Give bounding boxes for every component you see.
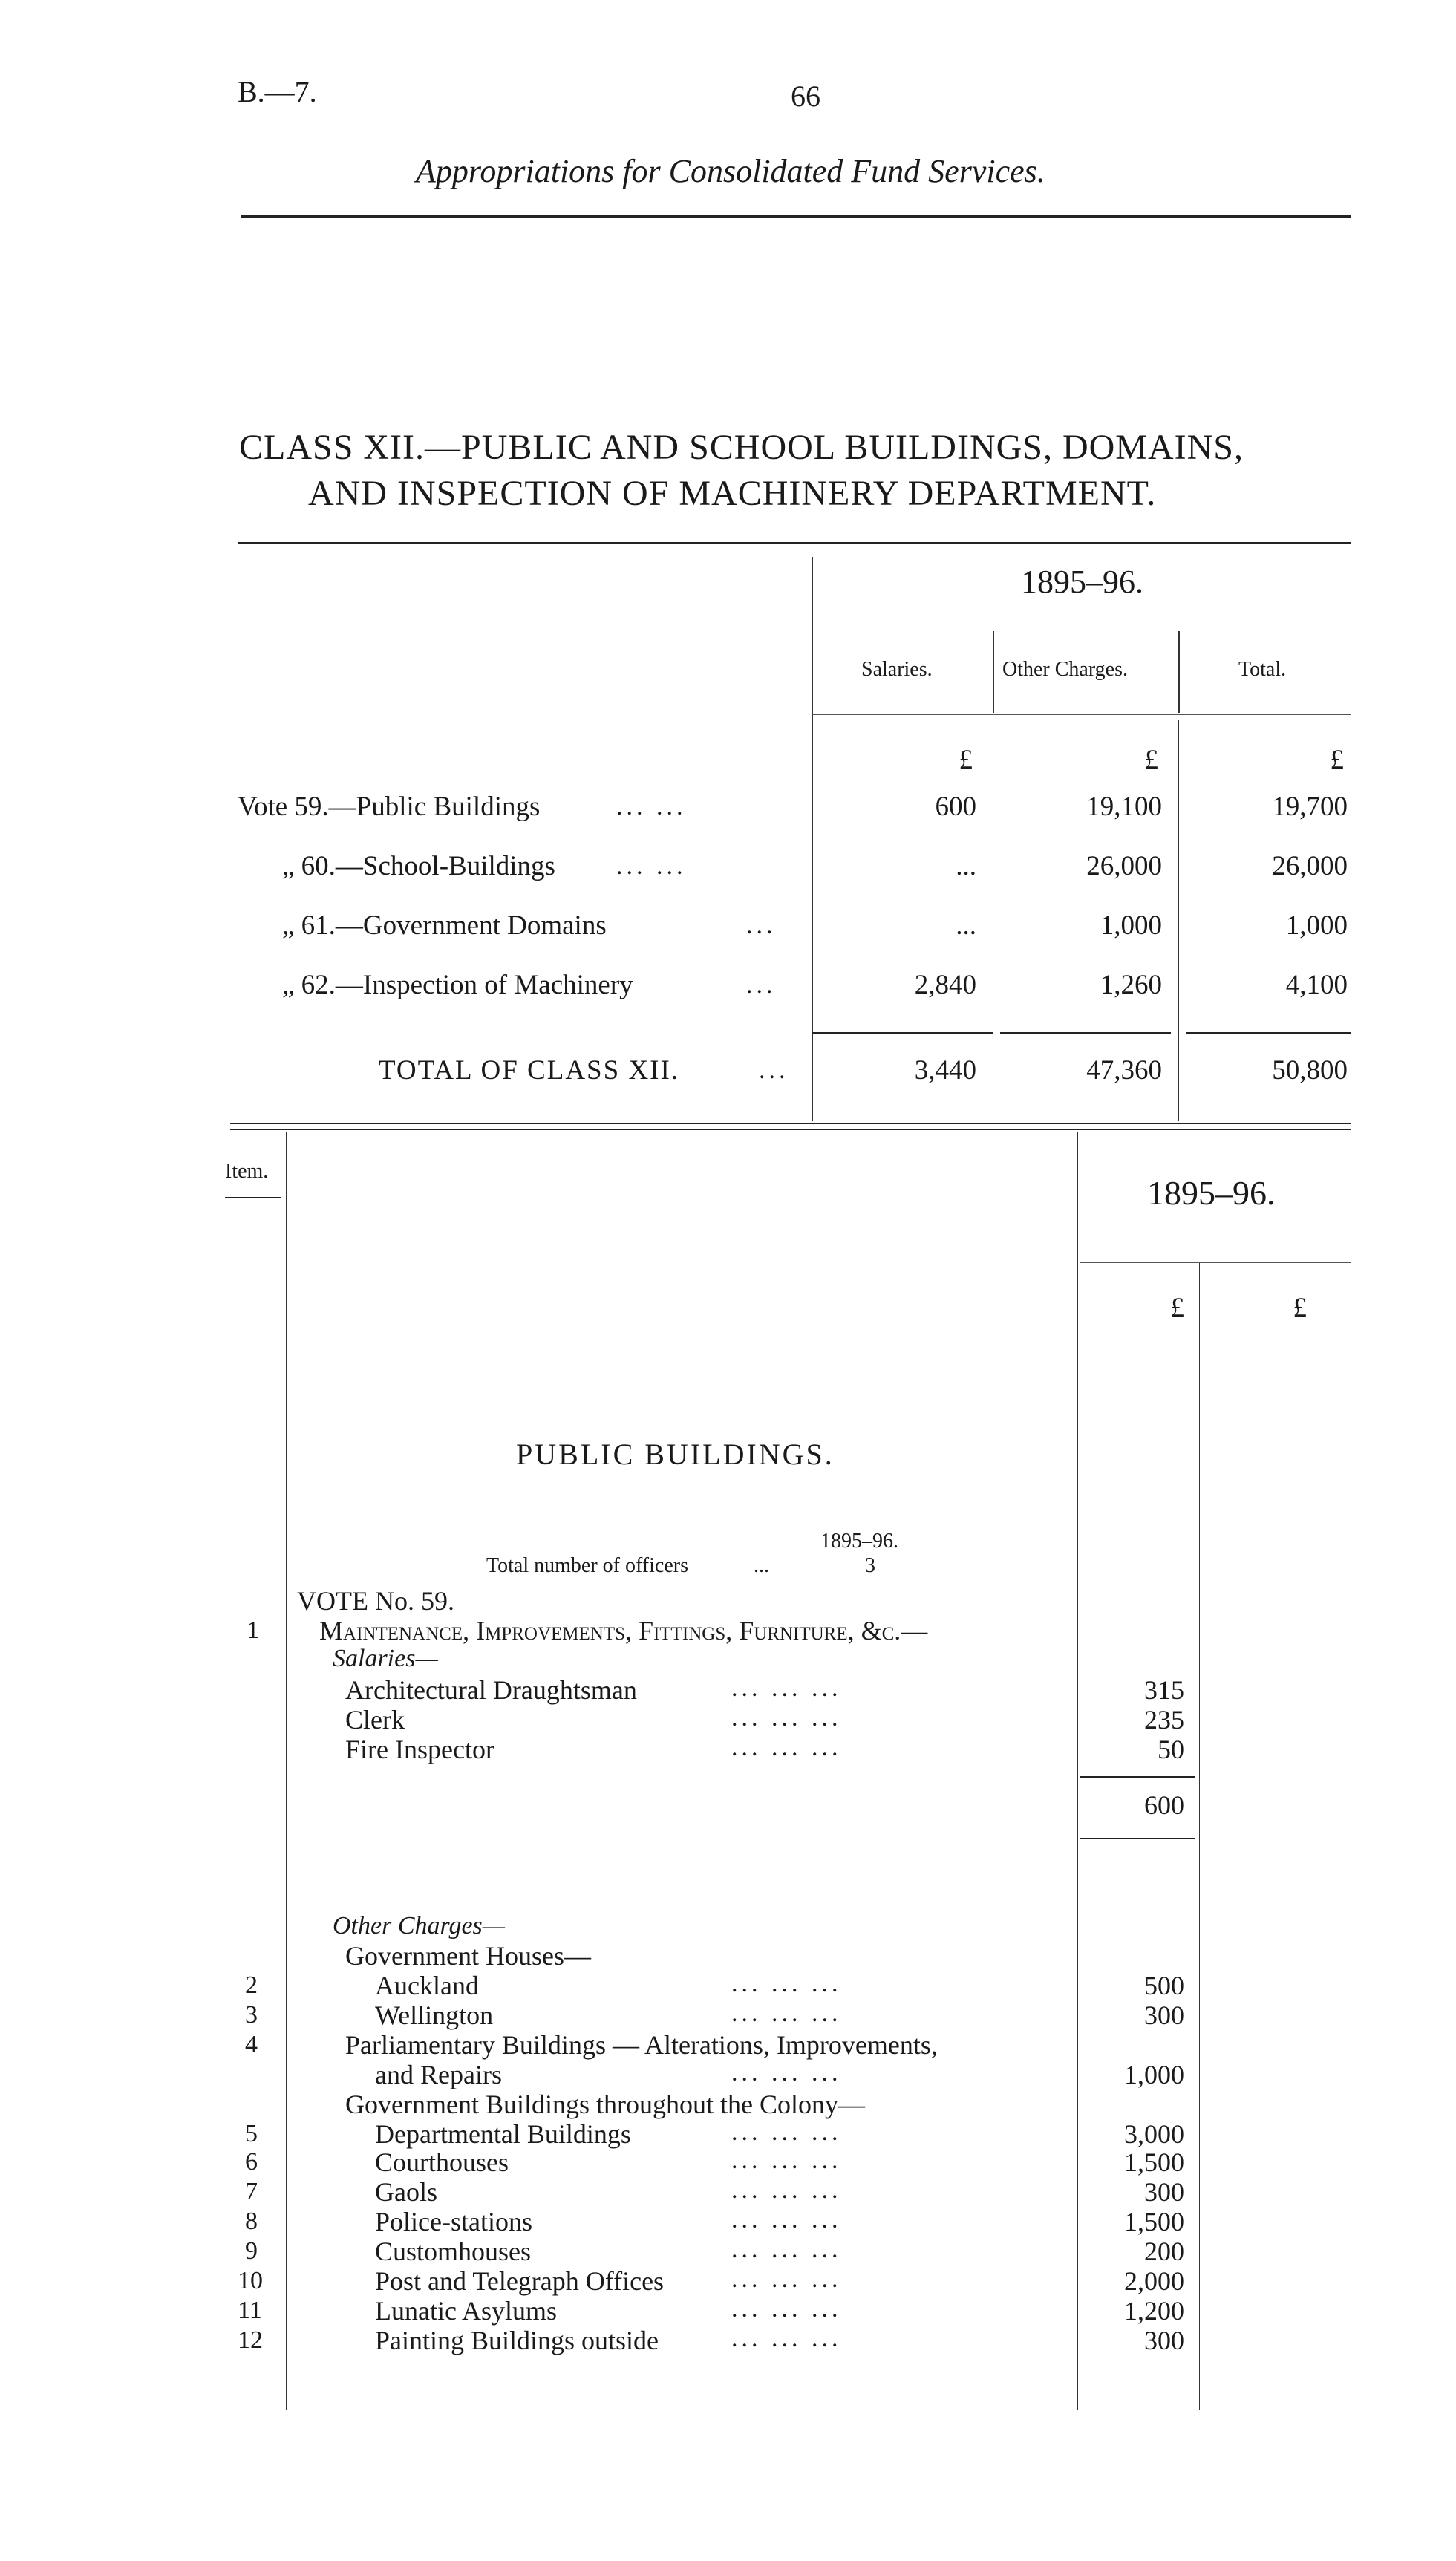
summary-col-other-charges: Other Charges. — [1002, 658, 1128, 681]
salary-label: Clerk — [345, 1705, 405, 1735]
page-subtitle: Appropriations for Consolidated Fund Services. — [416, 153, 1045, 189]
charge-amount: 1,200 — [1124, 2296, 1184, 2326]
page-number: 66 — [791, 79, 820, 113]
summary-total-salaries: 3,440 — [914, 1055, 976, 1086]
charge-label: Post and Telegraph Offices — [375, 2266, 665, 2296]
item-number: 5 — [245, 2120, 258, 2147]
charge-label: Gaols — [375, 2177, 437, 2207]
salaries-total-rule — [1080, 1776, 1195, 1778]
item-number: 6 — [245, 2148, 258, 2176]
dot-leader: ... ... ... — [731, 2059, 842, 2087]
summary-currency: £ — [959, 745, 973, 775]
summary-col-salaries: Salaries. — [861, 658, 933, 681]
salaries-total: 600 — [1144, 1790, 1184, 1820]
summary-col-divider — [1178, 720, 1179, 1121]
dot-leader: ... ... ... — [731, 2118, 842, 2146]
dot-leader: ... ... — [616, 793, 687, 821]
other-charges-label: Other Charges— — [333, 1912, 506, 1939]
section-title: PUBLIC BUILDINGS. — [516, 1438, 835, 1471]
dot-leader: ... ... ... — [731, 1704, 842, 1732]
item-number: 12 — [238, 2326, 263, 2354]
dot-leader: ... ... ... — [731, 1970, 842, 1997]
salary-label: Fire Inspector — [345, 1735, 494, 1764]
dot-leader: ... ... — [616, 852, 687, 880]
summary-header-divider — [1178, 631, 1180, 713]
summary-col-total: Total. — [1238, 658, 1287, 681]
item-number: 1 — [247, 1616, 259, 1644]
title-rule — [238, 542, 1351, 544]
dot-leader: ... — [746, 912, 777, 939]
gov-buildings-label: Government Buildings throughout the Colony— — [345, 2089, 865, 2119]
summary-row-label: Vote 59.—Public Buildings — [238, 792, 541, 822]
summary-cell-total: 4,100 — [1285, 970, 1348, 1000]
item-number: 9 — [245, 2237, 258, 2265]
summary-cell-total: 1,000 — [1285, 910, 1348, 941]
officers-year: 1895–96. — [820, 1530, 898, 1553]
salaries-label: Salaries— — [333, 1645, 438, 1672]
summary-header-rule — [812, 714, 1351, 715]
item-number: 7 — [245, 2178, 258, 2205]
charge-amount: 500 — [1144, 1971, 1184, 2000]
charge-amount: 1,000 — [1124, 2060, 1184, 2089]
dot-leader: ... ... ... — [731, 2176, 842, 2204]
summary-cell-salaries: 600 — [935, 792, 976, 822]
dot-leader: ... ... ... — [731, 1674, 842, 1702]
summary-cell-salaries: ... — [956, 851, 976, 881]
officers-label: Total number of officers — [486, 1554, 688, 1577]
summary-currency: £ — [1144, 745, 1158, 775]
dot-leader: ... ... ... — [731, 1734, 842, 1761]
dot-leader: ... ... ... — [731, 2147, 842, 2174]
charge-amount: 3,000 — [1124, 2119, 1184, 2149]
summary-total-rule — [1186, 1032, 1351, 1034]
dot-leader: ... — [746, 971, 777, 999]
charge-amount: 300 — [1144, 2326, 1184, 2355]
summary-total-rule — [812, 1032, 993, 1034]
gov-houses-label: Government Houses— — [345, 1941, 591, 1971]
summary-cell-other: 1,260 — [1100, 970, 1162, 1000]
summary-header-divider — [993, 631, 994, 713]
summary-row-label: „ 60.—School-Buildings — [282, 851, 555, 881]
charge-amount: 1,500 — [1124, 2207, 1184, 2237]
charge-label-continued: and Repairs — [375, 2060, 502, 2089]
summary-cell-salaries: ... — [956, 910, 976, 941]
class-title-line2: AND INSPECTION OF MACHINERY DEPARTMENT. — [308, 474, 1157, 513]
summary-cell-other: 1,000 — [1100, 910, 1162, 941]
amount-col-divider — [1077, 1132, 1078, 2410]
summary-total-label: TOTAL OF CLASS XII. — [379, 1055, 680, 1086]
charge-label: Police-stations — [375, 2207, 532, 2237]
item-number: 10 — [238, 2267, 263, 2294]
summary-col-divider — [812, 557, 813, 1121]
dot-leader: ... ... ... — [731, 2325, 842, 2352]
summary-total-rule — [1000, 1032, 1171, 1034]
summary-cell-total: 19,700 — [1272, 792, 1348, 822]
detail-currency: £ — [1293, 1293, 1307, 1323]
detail-year: 1895–96. — [1147, 1174, 1276, 1212]
item-col-divider — [286, 1132, 287, 2410]
item-header: Item. — [225, 1160, 269, 1183]
summary-row-label: „ 61.—Government Domains — [282, 910, 607, 941]
salary-label: Architectural Draughtsman — [345, 1675, 637, 1705]
dot-leader: ... ... ... — [731, 2000, 842, 2027]
item-number: 11 — [238, 2297, 262, 2324]
salary-amount: 50 — [1158, 1735, 1184, 1764]
item-number: 8 — [245, 2208, 258, 2235]
salaries-total-underline — [1080, 1838, 1195, 1839]
detail-year-rule — [1080, 1262, 1351, 1263]
charge-label: Lunatic Asylums — [375, 2296, 557, 2326]
document-reference: B.—7. — [238, 75, 317, 108]
item-header-rule — [225, 1197, 281, 1198]
dot-leader: ... ... ... — [731, 2265, 842, 2293]
charge-label: Departmental Buildings — [375, 2119, 631, 2149]
class-title-line1: CLASS XII.—PUBLIC AND SCHOOL BUILDINGS, DOMAINS, — [239, 428, 1244, 467]
salary-amount: 235 — [1144, 1705, 1184, 1735]
amount-subcol-divider — [1199, 1262, 1200, 2410]
salary-amount: 315 — [1144, 1675, 1184, 1705]
charge-amount: 300 — [1144, 2177, 1184, 2207]
item-number: 3 — [245, 2001, 258, 2029]
officers-count: 3 — [865, 1554, 875, 1577]
dot-leader: ... ... ... — [731, 2206, 842, 2234]
dot-leader: ... ... ... — [731, 2295, 842, 2323]
charge-label: Courthouses — [375, 2147, 509, 2177]
charge-label: Auckland — [375, 1971, 479, 2000]
charge-label: Wellington — [375, 2000, 494, 2030]
dot-leader: ... ... ... — [731, 2236, 842, 2263]
summary-cell-total: 26,000 — [1272, 851, 1348, 881]
charge-label: Customhouses — [375, 2237, 532, 2266]
charge-amount: 2,000 — [1124, 2266, 1184, 2296]
header-rule — [241, 215, 1351, 218]
charge-amount: 1,500 — [1124, 2147, 1184, 2177]
section-rule-top — [230, 1123, 1351, 1124]
item1-heading: Maintenance, Improvements, Fittings, Furniture, &c.— — [319, 1616, 928, 1645]
item-number: 4 — [245, 2031, 258, 2058]
charge-label: Painting Buildings outside — [375, 2326, 659, 2355]
charge-amount: 300 — [1144, 2000, 1184, 2030]
summary-cell-salaries: 2,840 — [914, 970, 976, 1000]
vote-label: VOTE No. 59. — [297, 1586, 454, 1616]
summary-cell-other: 26,000 — [1086, 851, 1162, 881]
summary-cell-other: 19,100 — [1086, 792, 1162, 822]
summary-row-label: „ 62.—Inspection of Machinery — [282, 970, 633, 1000]
charge-label: Parliamentary Buildings — Alterations, Improvements, — [345, 2030, 938, 2060]
charge-amount: 200 — [1144, 2237, 1184, 2266]
dot-leader: ... — [759, 1057, 789, 1084]
item-number: 2 — [245, 1971, 258, 1999]
summary-currency: £ — [1330, 745, 1344, 775]
detail-currency: £ — [1170, 1293, 1184, 1323]
summary-total-other: 47,360 — [1086, 1055, 1162, 1086]
summary-total-total: 50,800 — [1272, 1055, 1348, 1086]
dot-leader: ... — [754, 1554, 769, 1577]
section-rule-bottom — [230, 1129, 1351, 1130]
summary-year: 1895–96. — [1021, 564, 1143, 600]
